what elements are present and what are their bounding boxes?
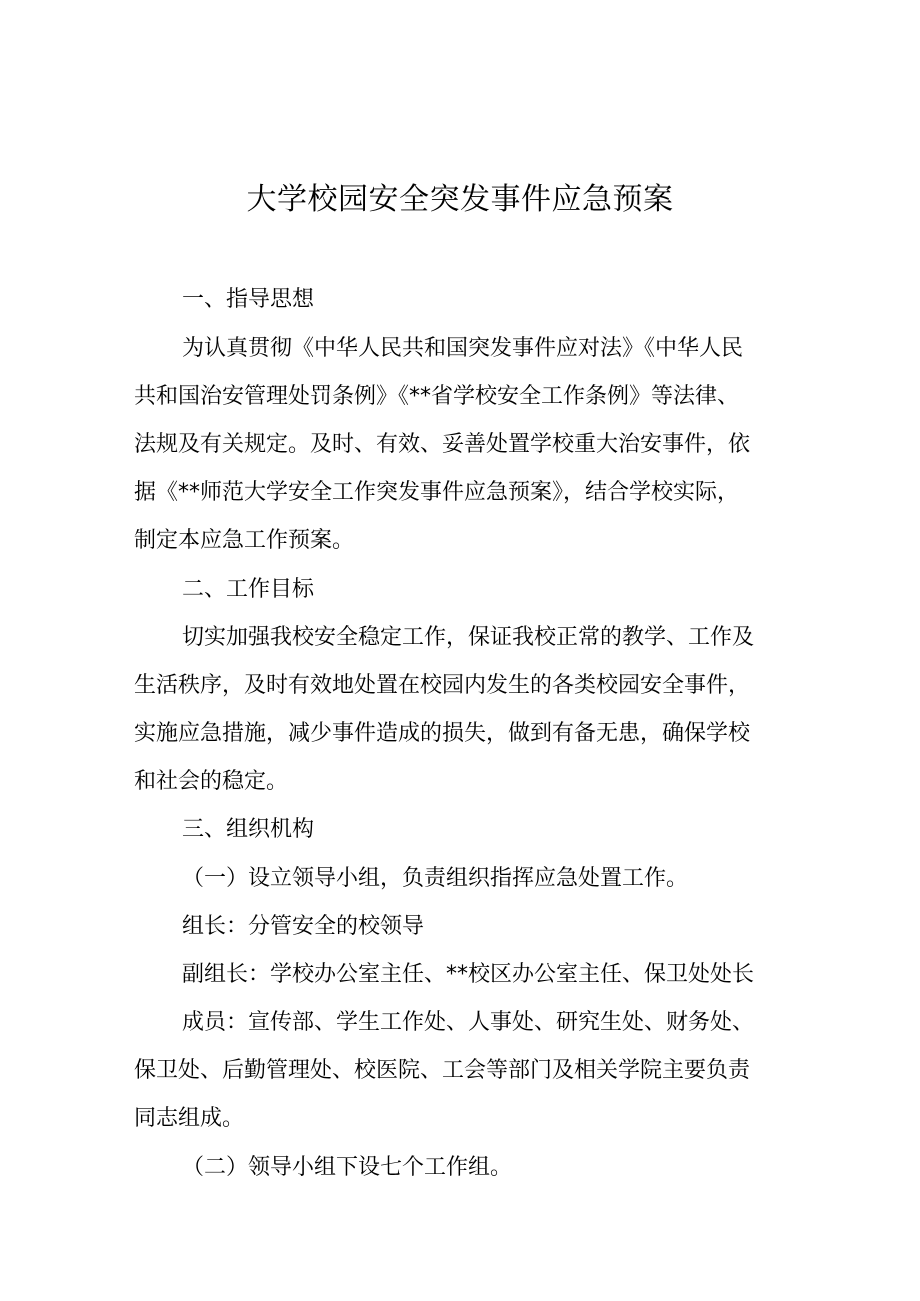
section-heading-organization: 三、组织机构 xyxy=(182,817,315,842)
paragraph-line: 据《**师范大学安全工作突发事件应急预案》，结合学校实际， xyxy=(134,480,740,505)
section-heading-work-goals: 二、工作目标 xyxy=(182,577,315,602)
paragraph-line: 生活秩序，及时有效地处置在校园内发生的各类校园安全事件， xyxy=(134,673,751,698)
paragraph-line: 法规及有关规定。及时、有效、妥善处置学校重大治安事件，依 xyxy=(134,432,751,457)
paragraph-line: 和社会的稳定。 xyxy=(134,769,289,794)
paragraph-line: 为认真贯彻《中华人民共和国突发事件应对法》《中华人民 xyxy=(182,336,744,361)
document-title: 大学校园安全突发事件应急预案 xyxy=(246,182,674,217)
paragraph-line: 制定本应急工作预案。 xyxy=(134,528,355,553)
subsection-line: （二）领导小组下设七个工作组。 xyxy=(182,1155,513,1180)
paragraph-line: 共和国治安管理处罚条例》《**省学校安全工作条例》等法律、 xyxy=(134,384,740,409)
paragraph-line: 同志组成。 xyxy=(134,1106,245,1131)
section-heading-guiding-thought: 一、指导思想 xyxy=(182,287,315,312)
paragraph-line: 实施应急措施，减少事件造成的损失，做到有备无患，确保学校 xyxy=(134,721,751,746)
paragraph-line: 保卫处、后勤管理处、校医院、工会等部门及相关学院主要负责 xyxy=(134,1058,751,1083)
paragraph-line: 成员：宣传部、学生工作处、人事处、研究生处、财务处、 xyxy=(182,1010,755,1035)
paragraph-line: 切实加强我校安全稳定工作，保证我校正常的教学、工作及 xyxy=(182,625,755,650)
paragraph-line: 组长：分管安全的校领导 xyxy=(182,914,425,939)
subsection-line: （一）设立领导小组，负责组织指挥应急处置工作。 xyxy=(182,866,689,891)
paragraph-line: 副组长：学校办公室主任、**校区办公室主任、保卫处处长 xyxy=(182,962,755,987)
